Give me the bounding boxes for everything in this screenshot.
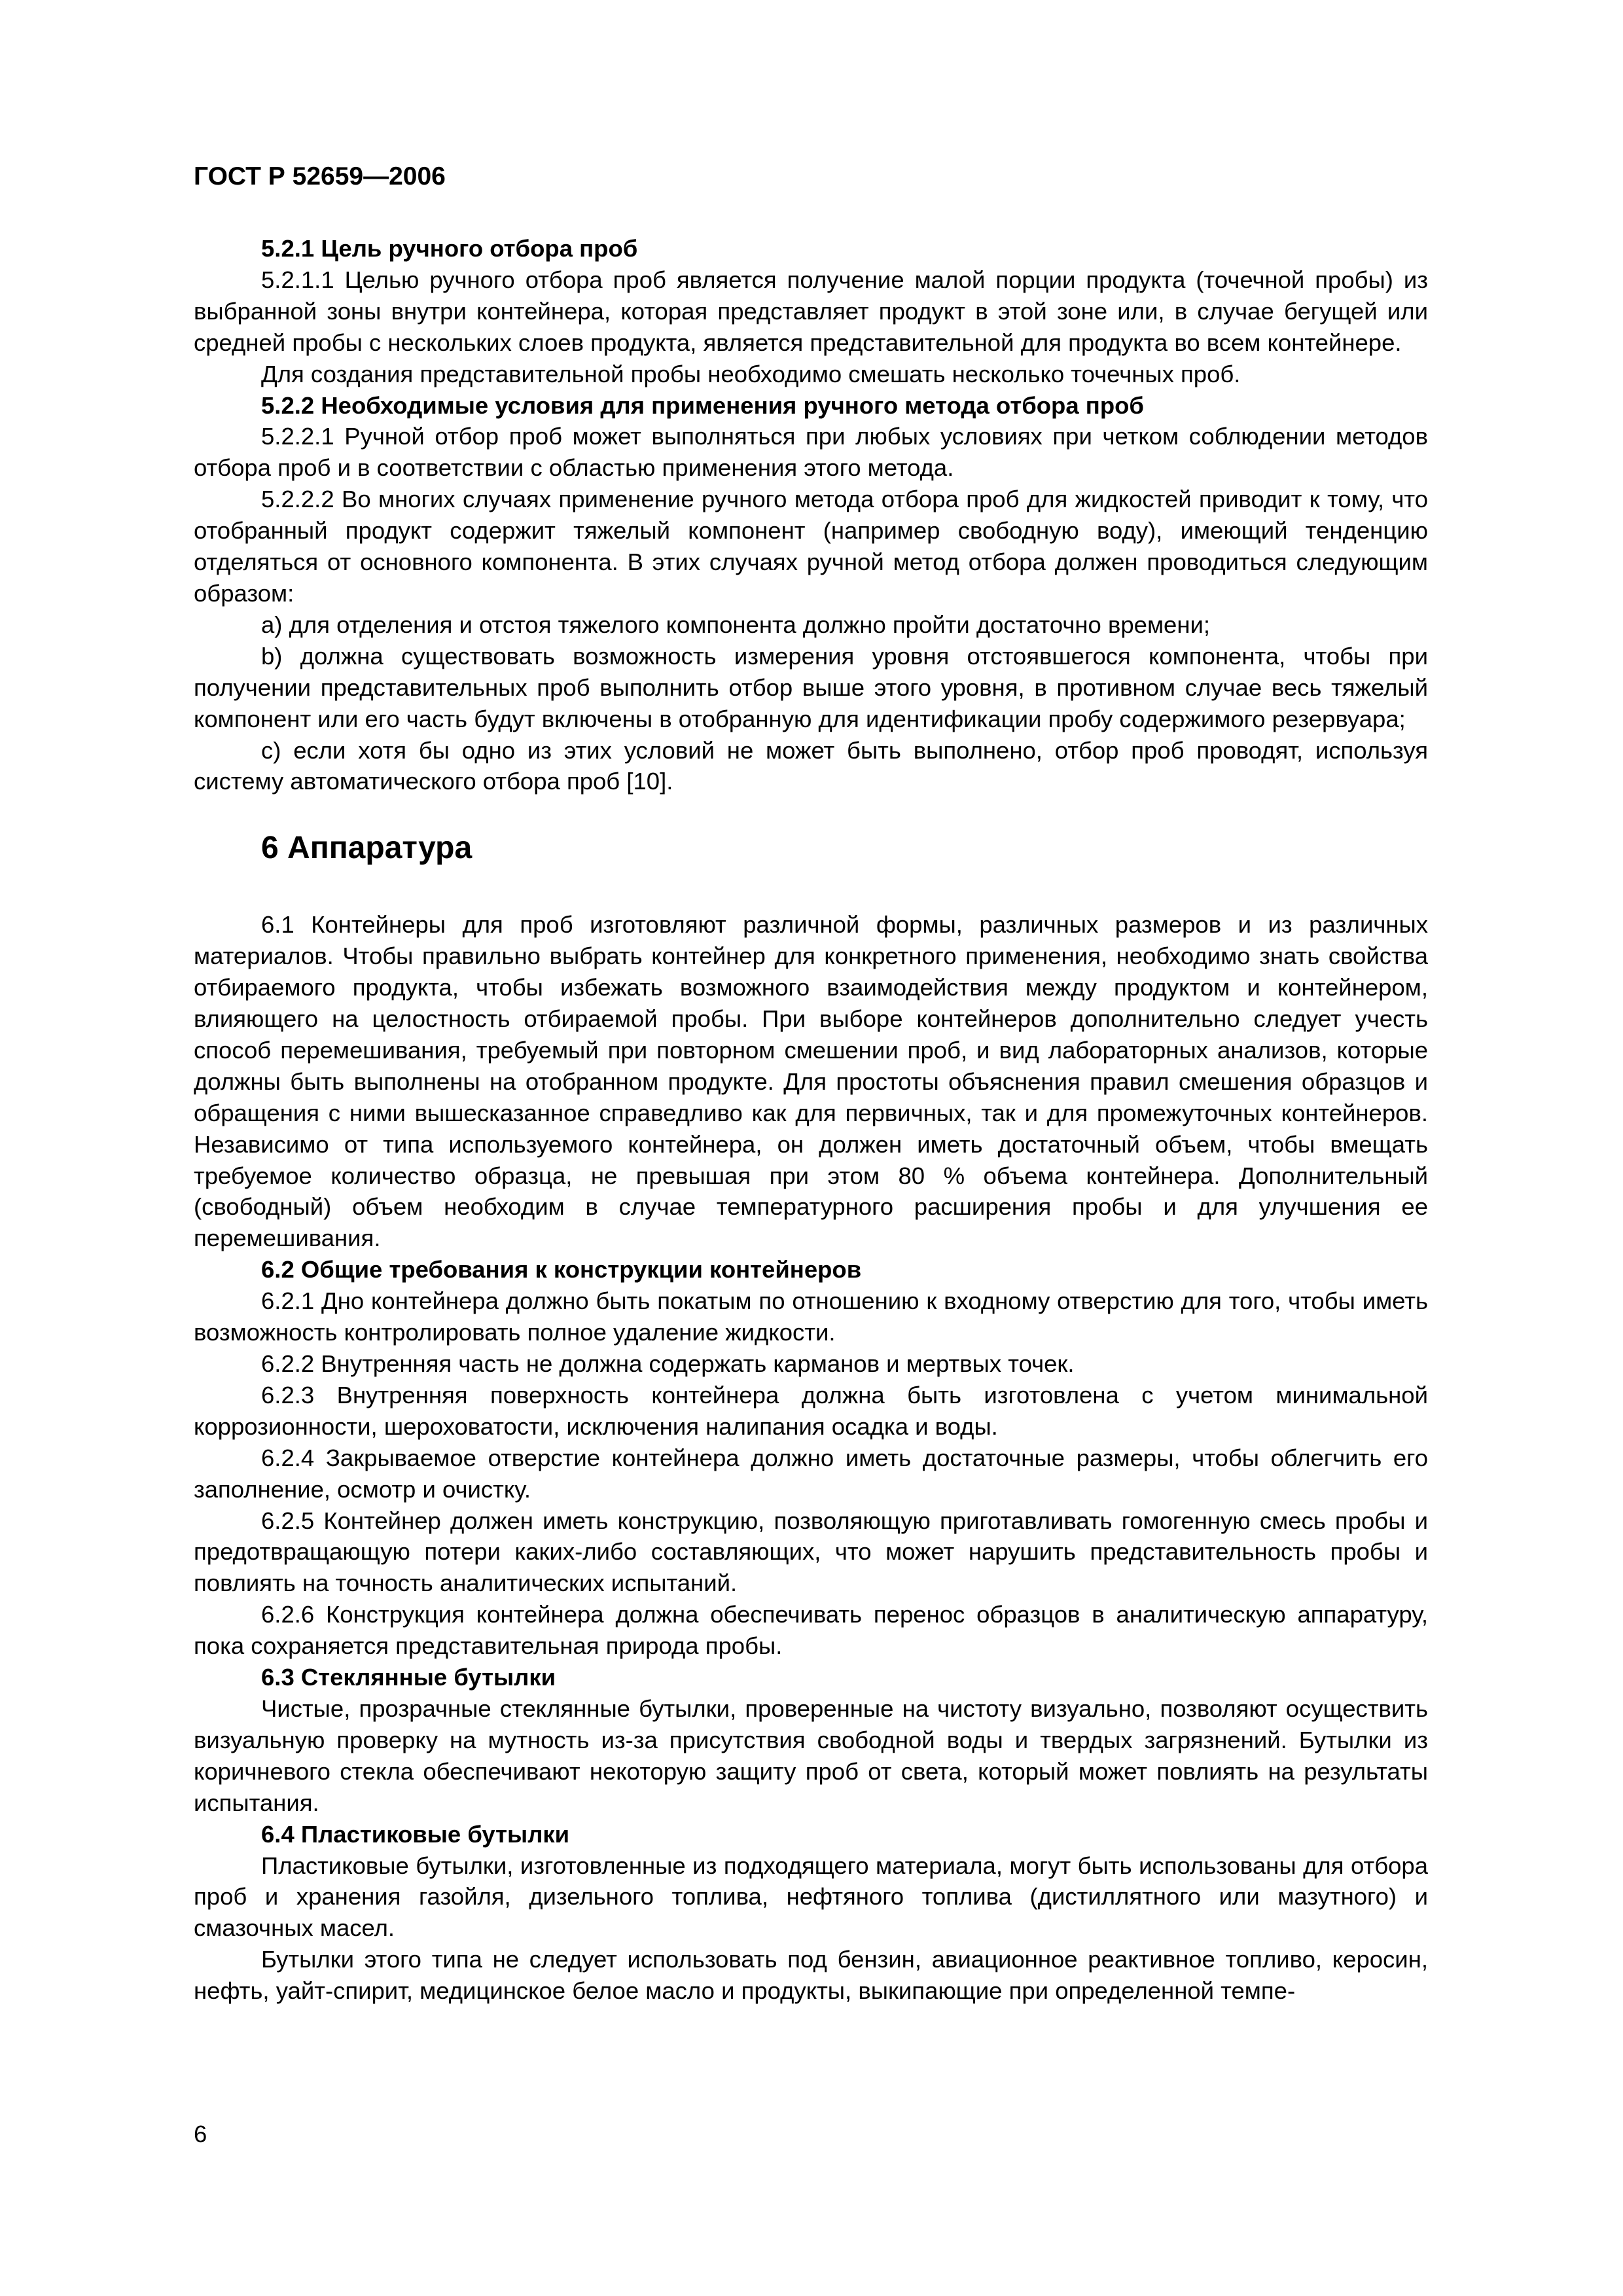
- list-item-b: b) должна существовать возможность измерения уровня отстоявшегося компонента, чтобы при получении представительных проб выполнить отбор выше этого уровня, в противном случае весь тяжелый компонент или его часть будут включены в отобранную для идентификации пробу содержимого резервуара;: [194, 642, 1428, 732]
- subsection-heading-6-3: 6.3 Стеклянные бутылки: [261, 1664, 556, 1691]
- paragraph-5-2-2-2: 5.2.2.2 Во многих случаях применение ручного метода отбора проб для жидкостей приводит к тому, что отобранный продукт содержит тяжелый компонент (например свободную воду), имеющий тенденцию отделяться от основного компонента. В этих случаях ручной метод отбора должен проводиться следующим образом:: [194, 486, 1428, 607]
- paragraph-6-2-1: 6.2.1 Дно контейнера должно быть покатым по отношению к входному отверстию для того, чтобы иметь возможность контролировать полное удаление жидкости.: [194, 1287, 1428, 1346]
- paragraph-6-4-b: Бутылки этого типа не следует использовать под бензин, авиационное реактивное топливо, керосин, нефть, уайт-спирит, медицинское белое масло и продукты, выкипающие при определенной темпе-: [194, 1946, 1428, 2005]
- paragraph-6-2-2: 6.2.2 Внутренняя часть не должна содержать карманов и мертвых точек.: [261, 1350, 1075, 1377]
- paragraph-6-3: Чистые, прозрачные стеклянные бутылки, проверенные на чистоту визуально, позволяют осуществить визуальную проверку на мутность из-за присутствия свободной воды и твердых загрязнений. Бутылки из коричневого стекла обеспечивают некоторую защиту проб от света, который может повлиять на результаты испытания.: [194, 1695, 1428, 1816]
- section-heading-6: 6 Аппаратура: [261, 831, 473, 866]
- paragraph-6-2-3: 6.2.3 Внутренняя поверхность контейнера должна быть изготовлена с учетом минимальной коррозионности, шероховатости, исключения налипания осадка и воды.: [194, 1381, 1428, 1440]
- standard-code-header: ГОСТ Р 52659—2006: [194, 162, 446, 190]
- list-item-c: c) если хотя бы одно из этих условий не может быть выполнено, отбор проб проводят, используя систему автоматического отбора проб [10].: [194, 736, 1428, 795]
- subsection-heading-5-2-1: 5.2.1 Цель ручного отбора проб: [261, 235, 638, 262]
- subsection-heading-6-2: 6.2 Общие требования к конструкции контейнеров: [261, 1256, 862, 1283]
- paragraph-6-2-5: 6.2.5 Контейнер должен иметь конструкцию, позволяющую приготавливать гомогенную смесь пробы и предотвращающую потери каких-либо составляющих, что может нарушить представительность пробы и повлиять на точность аналитических испытаний.: [194, 1507, 1428, 1597]
- paragraph-6-1: 6.1 Контейнеры для проб изготовляют различной формы, различных размеров и из различных материалов. Чтобы правильно выбрать контейнер для конкретного применения, необходимо знать свойства отбираемого продукта, чтобы избежать возможного взаимодействия между продуктом и контейнером, влияющего на целостность отбираемой пробы. При выборе контейнеров дополнительно следует учесть способ перемешивания, требуемый при повторном смешении проб, и вид лабораторных анализов, которые должны быть выполнены на отобранном продукте. Для простоты объяснения правил смешения образцов и обращения с ними вышесказанное справедливо как для первичных, так и для промежуточных контейнеров. Независимо от типа используемого контейнера, он должен иметь достаточный объем, чтобы вмещать требуемое количество образца, не превышая при этом 80 % объема контейнера. Дополнительный (свободный) объем необходим в случае температурного расширения пробы и для улучшения ее перемешивания.: [194, 911, 1428, 1252]
- list-item-a: a) для отделения и отстоя тяжелого компонента должно пройти достаточно времени;: [261, 611, 1211, 638]
- paragraph-5-2-1-1-note: Для создания представительной пробы необходимо смешать несколько точечных проб.: [261, 360, 1241, 387]
- paragraph-6-2-4: 6.2.4 Закрываемое отверстие контейнера должно иметь достаточные размеры, чтобы облегчить его заполнение, осмотр и очистку.: [194, 1444, 1428, 1503]
- document-body: [194, 233, 1428, 2007]
- paragraph-6-2-6: 6.2.6 Конструкция контейнера должна обеспечивать перенос образцов в аналитическую аппаратуру, пока сохраняется представительная природа пробы.: [194, 1601, 1428, 1660]
- paragraph-6-4-a: Пластиковые бутылки, изготовленные из подходящего материала, могут быть использованы для отбора проб и хранения газойля, дизельного топлива, нефтяного топлива (дистиллятного или мазутного) и смазочных масел.: [194, 1852, 1428, 1942]
- page-number: 6: [194, 2121, 207, 2147]
- subsection-heading-5-2-2: 5.2.2 Необходимые условия для применения ручного метода отбора проб: [261, 391, 1144, 419]
- subsection-heading-6-4: 6.4 Пластиковые бутылки: [261, 1820, 570, 1848]
- paragraph-5-2-2-1: 5.2.2.1 Ручной отбор проб может выполняться при любых условиях при четком соблюдении методов отбора проб и в соответствии с областью применения этого метода.: [194, 423, 1428, 482]
- paragraph-5-2-1-1: 5.2.1.1 Целью ручного отбора проб является получение малой порции продукта (точечной пробы) из выбранной зоны внутри контейнера, которая представляет продукт в этой зоне или, в случае бегущей или средней пробы с нескольких слоев продукта, является представительной для продукта во всем контейнере.: [194, 266, 1428, 356]
